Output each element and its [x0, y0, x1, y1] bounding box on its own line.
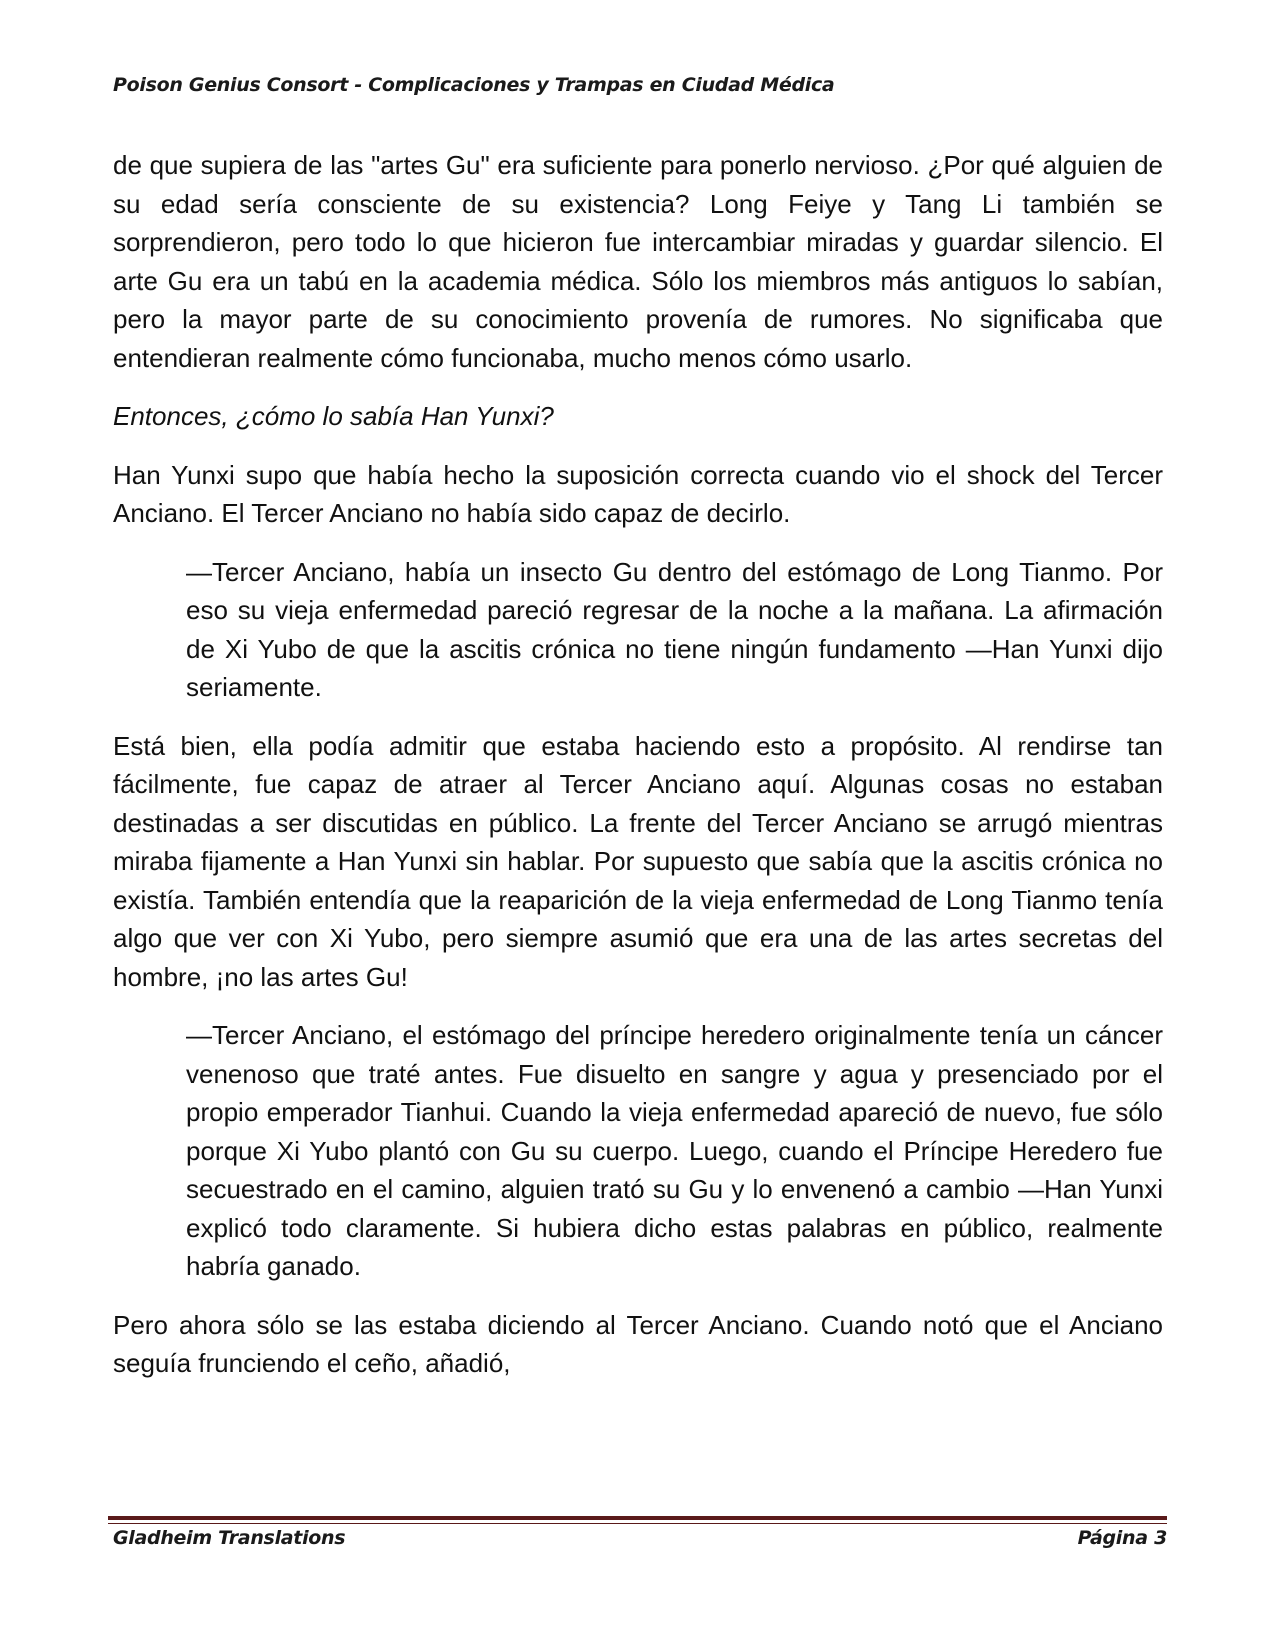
paragraph: Pero ahora sólo se las estaba diciendo al Tercer Anciano. Cuando notó que el Anciano seguía frunciendo el ceño, añadió,	[113, 1309, 1163, 1378]
italic-paragraph: Entonces, ¿cómo lo sabía Han Yunxi?	[113, 401, 554, 431]
footer-credit: Gladheim Translations	[113, 1527, 346, 1549]
running-header: Poison Genius Consort - Complicaciones y Trampas en Ciudad Médica	[113, 74, 835, 96]
paragraph: de que supiera de las "artes Gu" era suficiente para ponerlo nervioso. ¿Por qué alguien de su edad sería consciente de su existencia? Long Feiye y Tang Li también se sorprendieron, pero todo lo que hicieron fue intercambiar miradas y guardar silencio. El arte Gu era un tabú en la academia médica. Sólo los miembros más antiguos lo sabían, pero la mayor parte de su conocimiento provenía de rumores. No significaba que entendieran realmente cómo funcionaba, mucho menos cómo usarlo.	[113, 150, 1163, 373]
footer-divider	[108, 1516, 1167, 1520]
footer-divider-thin	[108, 1523, 1167, 1524]
paragraph: Está bien, ella podía admitir que estaba haciendo esto a propósito. Al rendirse tan fácilmente, fue capaz de atraer al Tercer Anciano aquí. Algunas cosas no estaban destinadas a ser discutidas en público. La frente del Tercer Anciano se arrugó mientras miraba fijamente a Han Yunxi sin hablar. Por supuesto que sabía que la ascitis crónica no existía. También entendía que la reaparición de la vieja enfermedad de Long Tianmo tenía algo que ver con Xi Yubo, pero siempre asumió que era una de las artes secretas del hombre, ¡no las artes Gu!	[113, 730, 1163, 992]
dialogue-paragraph: —Tercer Anciano, había un insecto Gu dentro del estómago de Long Tianmo. Por eso su vieja enfermedad pareció regresar de la noche a la mañana. La afirmación de Xi Yubo de que la ascitis crónica no tiene ningún fundamento —Han Yunxi dijo seriamente.	[186, 556, 1163, 702]
page-number: Página 3	[1077, 1527, 1167, 1549]
page-body	[113, 146, 1163, 1403]
dialogue-paragraph: —Tercer Anciano, el estómago del príncipe heredero originalmente tenía un cáncer venenoso que traté antes. Fue disuelto en sangre y agua y presenciado por el propio emperador Tianhui. Cuando la vieja enfermedad apareció de nuevo, fue sólo porque Xi Yubo plantó con Gu su cuerpo. Luego, cuando el Príncipe Heredero fue secuestrado en el camino, alguien trató su Gu y lo envenenó a cambio —Han Yunxi explicó todo claramente. Si hubiera dicho estas palabras en público, realmente habría ganado.	[186, 1020, 1163, 1281]
paragraph: Han Yunxi supo que había hecho la suposición correcta cuando vio el shock del Tercer Anciano. El Tercer Anciano no había sido capaz de decirlo.	[113, 459, 1163, 528]
